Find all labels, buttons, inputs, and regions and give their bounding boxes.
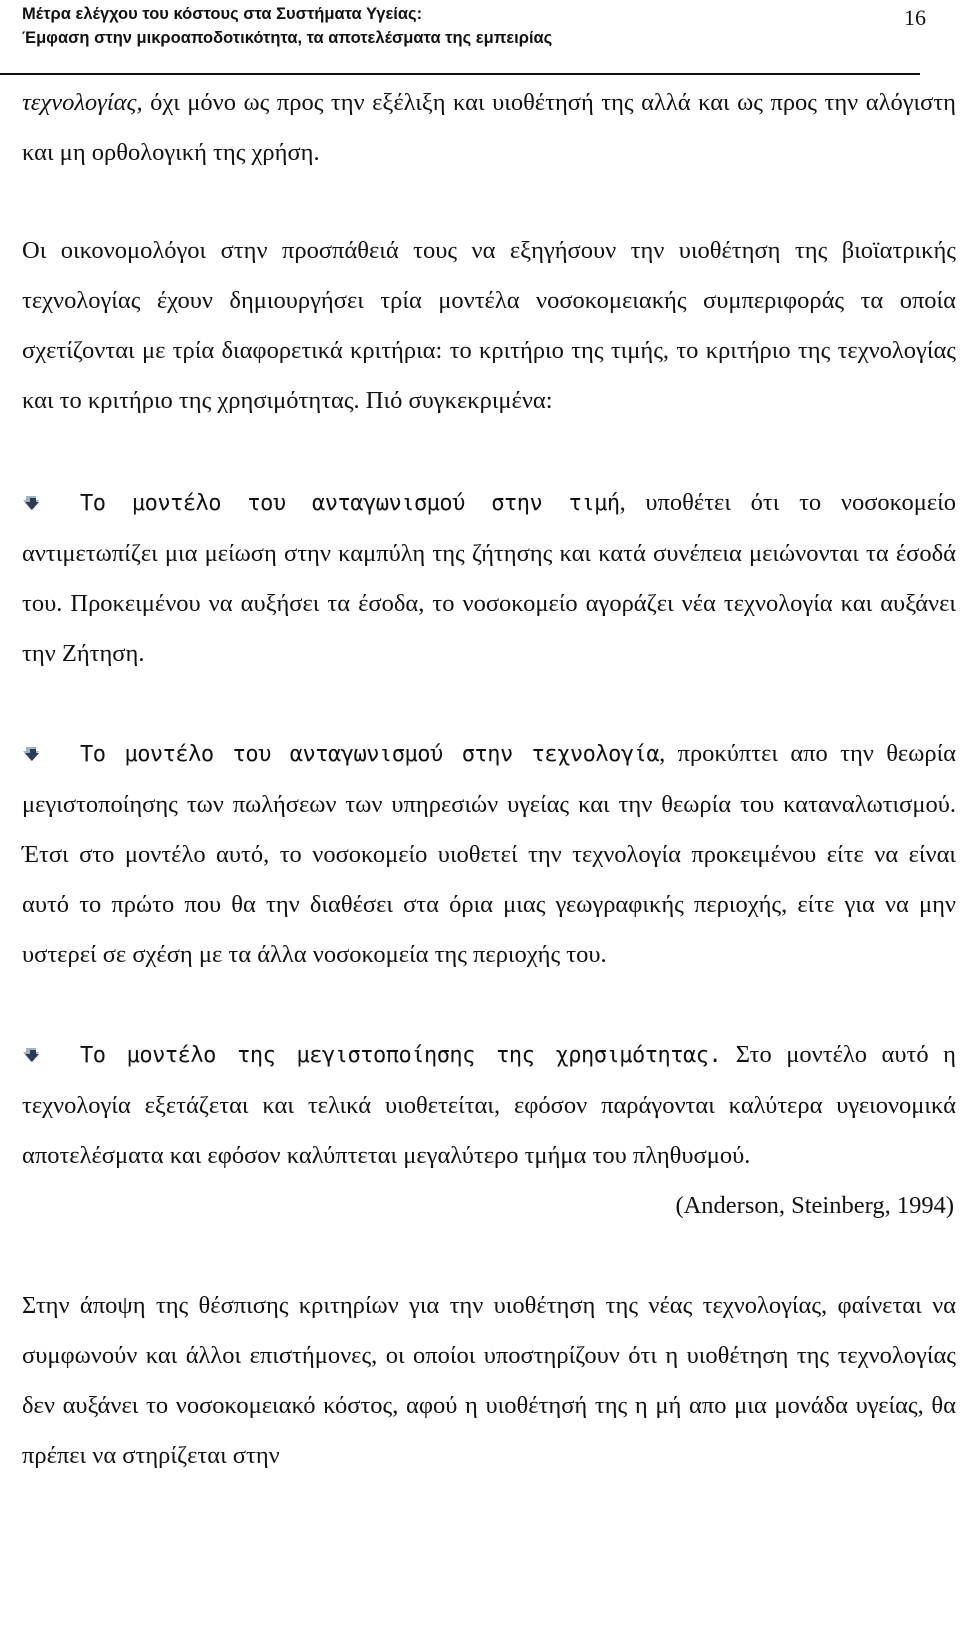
paragraph-1-lead: τεχνολογίας, <box>22 89 143 116</box>
bullet-item-utility-maximization <box>22 1030 956 1181</box>
model-name-price: Το μοντέλο του ανταγωνισμού στην τιμή <box>80 491 620 516</box>
document-body <box>22 78 956 1481</box>
header-title-line-1: Μέτρα ελέγχου του κόστους στα Συστήματα Υγείας: <box>22 5 423 23</box>
paragraph-1 <box>22 78 956 178</box>
citation: (Anderson, Steinberg, 1994) <box>675 1192 954 1219</box>
paragraph-last: Στην άποψη της θέσπισης κριτηρίων για την υιοθέτηση της νέας τεχνολογίας, φαίνεται να συμφωνούν και άλλοι επιστήμονες, οι οποίοι υποστηρίζουν ότι η υιοθέτηση της τεχνολογίας δεν αυξάνει το νοσοκομειακό κόστος, αφού η υιοθέτησή της η μή απο μια μονάδα υγείας, θα πρέπει να στηρίζεται στην <box>22 1292 956 1469</box>
bullet-text-price: , υποθέτει ότι το νοσοκομείο αντιμετωπίζει μια μείωση στην καμπύλη της ζήτησης και κατά συνέπεια μειώνονται τα έσοδά του. Προκειμένου να αυξήσει τα έσοδα, το νοσοκομείο αγοράζει νέα τεχνολογία και αυξάνει την Ζήτηση. <box>22 489 956 667</box>
bullet-text-utility: Στο μοντέλο αυτό η τεχνολογία εξετάζεται και τελικά υιοθετείται, εφόσον παράγονται καλύτερα υγειονομικά αποτελέσματα και εφόσον καλύπτεται μεγαλύτερο τμήμα του πληθυσμού. <box>22 1041 956 1169</box>
model-name-technology: Το μοντέλο του ανταγωνισμού στην τεχνολογία <box>80 742 660 767</box>
header-title-line-2: Έμφαση στην μικροαποδοτικότητα, τα αποτελέσματα της εμπειρίας <box>22 29 553 47</box>
model-name-utility: Το μοντέλο της μεγιστοποίησης της χρησιμότητας. <box>80 1043 722 1068</box>
arrow-bullet-icon <box>22 730 40 746</box>
page-number: 16 <box>904 5 926 30</box>
paragraph-2: Οι οικονομολόγοι στην προσπάθειά τους να εξηγήσουν την υιοθέτηση της βιοϊατρικής τεχνολογίας έχουν δημιουργήσει τρία μοντέλα νοσοκομειακής συμπεριφοράς τα οποία σχετίζονται με τρία διαφορετικά κριτήρια: το κριτήριο της τιμής, το κριτήριο της τεχνολογίας και το κριτήριο της χρησιμότητας. Πιό συγκεκριμένα: <box>22 237 956 414</box>
header-divider <box>0 73 920 75</box>
bullet-item-price-competition <box>22 478 956 679</box>
bullet-text-technology: , προκύπτει απο την θεωρία μεγιστοποίησης των πωλήσεων των υπηρεσιών υγείας και την θεωρία του καταναλωτισμού. Έτσι στο μοντέλο αυτό, το νοσοκομείο υιοθετεί την τεχνολογία προκειμένου είτε να είναι αυτό το πρώτο που θα την διαθέσει στα όρια μιας γεωγραφικής περιοχής, είτε για να μην υστερεί σε σχέση με τα άλλα νοσοκομεία της περιοχής του. <box>22 740 956 968</box>
running-header <box>22 2 882 50</box>
bullet-item-technology-competition <box>22 729 956 980</box>
arrow-bullet-icon <box>22 1031 40 1047</box>
arrow-bullet-icon <box>22 479 40 495</box>
paragraph-1-text: όχι μόνο ως προς την εξέλιξη και υιοθέτησή της αλλά και ως προς την αλόγιστη και μη ορθολογική της χρήση. <box>22 89 956 166</box>
